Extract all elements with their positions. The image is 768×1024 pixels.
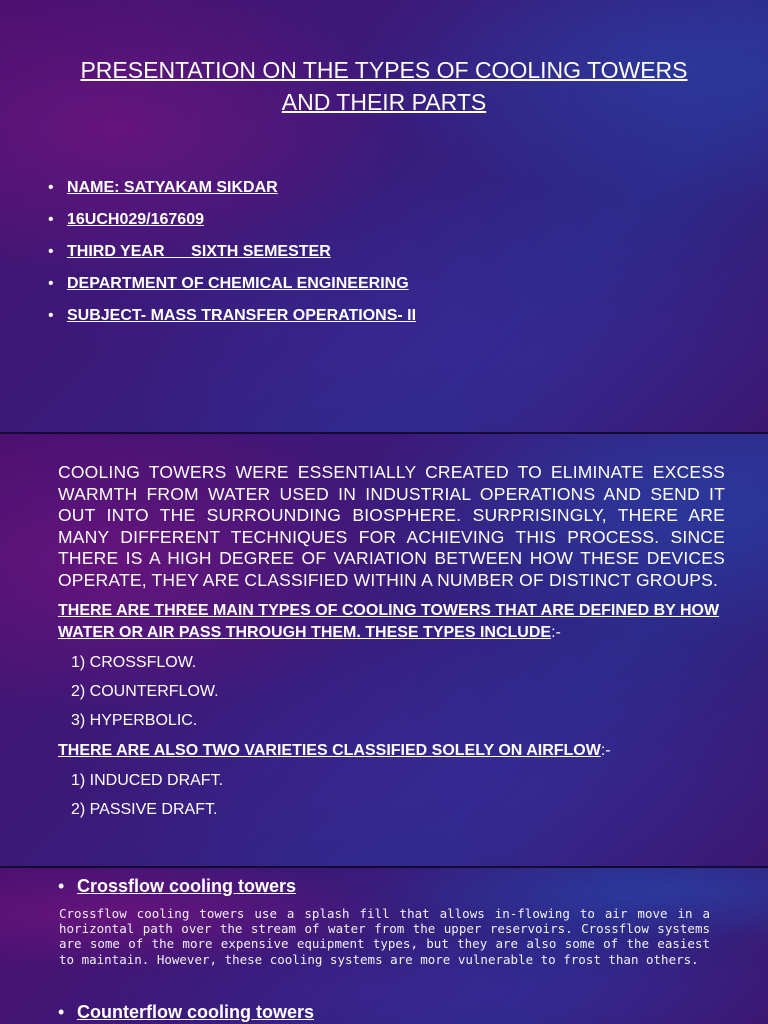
type-item-hyperbolic: 3) HYPERBOLIC. [71, 712, 198, 729]
bullet-icon: • [58, 876, 65, 896]
list-item [48, 300, 416, 332]
airflow-heading-text: THERE ARE ALSO TWO VARIETIES CLASSIFIED SOLELY ON AIRFLOW [58, 742, 601, 759]
types-heading-text: THERE ARE THREE MAIN TYPES OF COOLING TOWERS THAT ARE DEFINED BY HOW WATER OR AIR PASS THROUGH THEM. THESE TYPES INCLUDE [58, 602, 720, 641]
intro-paragraph: COOLING TOWERS WERE ESSENTIALLY CREATED TO ELIMINATE EXCESS WARMTH FROM WATER USED IN INDUSTRIAL OPERATIONS AND SEND IT OUT INTO THE SURROUNDING BIOSPHERE. SURPRISINGLY, THERE ARE MANY DIFFERENT TECHNIQUES FOR ACHIEVING THIS PROCESS. SINCE THERE IS A HIGH DEGREE OF VARIATION BETWEEN HOW THESE DEVICES OPERATE, THEY ARE CLASSIFIED WITHIN A NUMBER OF DISTINCT GROUPS. [58, 462, 725, 590]
crossflow-heading-text: Crossflow cooling towers [77, 876, 297, 896]
bullet-icon: • [48, 179, 54, 196]
types-heading [58, 600, 728, 644]
counterflow-heading [58, 1002, 314, 1023]
airflow-heading-suffix: :- [600, 742, 611, 759]
info-name: NAME: SATYAKAM SIKDAR [67, 179, 278, 196]
airflow-heading [58, 740, 728, 762]
title-line-1: PRESENTATION ON THE TYPES OF COOLING TOWERS [80, 57, 688, 83]
list-item [48, 172, 416, 204]
counterflow-heading-text: Counterflow cooling towers [77, 1002, 314, 1022]
bullet-icon: • [48, 275, 54, 292]
title-line-2: AND THEIR PARTS [281, 89, 487, 115]
crossflow-heading [58, 876, 296, 897]
types-detail-slide [0, 868, 768, 1024]
airflow-item-passive: 2) PASSIVE DRAFT. [71, 801, 218, 818]
airflow-item-induced: 1) INDUCED DRAFT. [71, 772, 224, 789]
list-item [48, 204, 416, 236]
title-slide [0, 0, 768, 432]
presentation-title [40, 54, 728, 118]
info-roll: 16UCH029/167609 [67, 211, 204, 228]
info-department: DEPARTMENT OF CHEMICAL ENGINEERING [67, 275, 409, 292]
info-subject: SUBJECT- MASS TRANSFER OPERATIONS- II [67, 307, 417, 324]
bullet-icon: • [48, 243, 54, 260]
crossflow-paragraph: Crossflow cooling towers use a splash fill that allows in-flowing to air move in a horizontal path over the stream of water from the upper reservoirs. Crossflow systems are some of the more expensive equipment types, but they are also some of the easiest to maintain. However, these cooling systems are more vulnerable to frost than others. [59, 906, 710, 967]
list-item [48, 236, 416, 268]
types-heading-suffix: :- [551, 624, 561, 641]
bullet-icon: • [48, 307, 54, 324]
author-info-list [48, 172, 416, 332]
bullet-icon: • [58, 1002, 65, 1022]
list-item [48, 268, 416, 300]
info-year: THIRD YEAR SIXTH SEMESTER [67, 243, 331, 260]
type-item-counterflow: 2) COUNTERFLOW. [71, 683, 219, 700]
intro-slide [0, 434, 768, 866]
type-item-crossflow: 1) CROSSFLOW. [71, 654, 197, 671]
bullet-icon: • [48, 211, 54, 228]
